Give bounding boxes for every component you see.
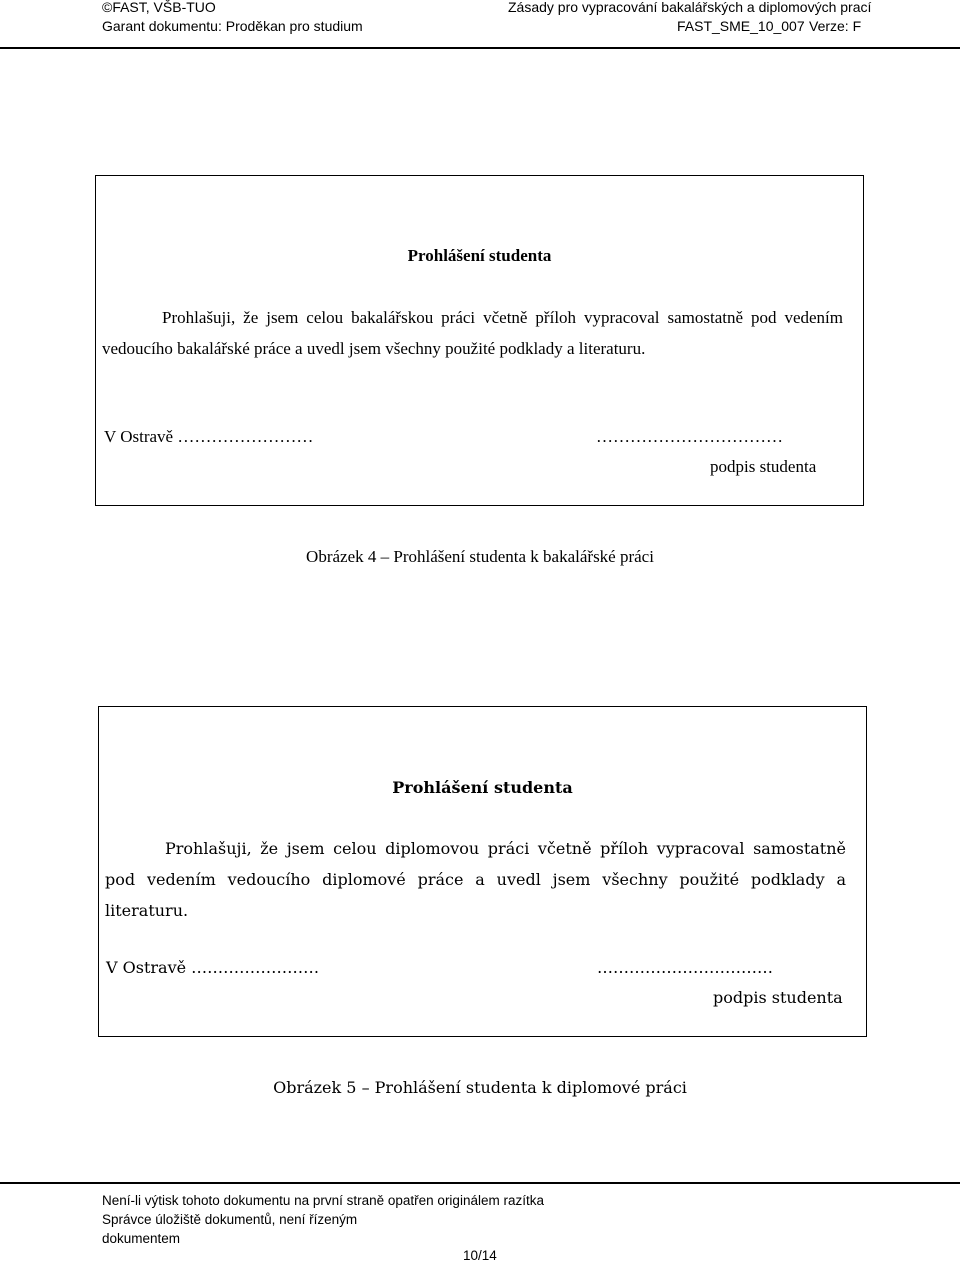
header-document-code: FAST_SME_10_007 bbox=[677, 18, 805, 34]
place-and-date-line: V Ostravě …………………… bbox=[104, 427, 314, 446]
declaration-title: Prohlášení studenta bbox=[407, 246, 552, 265]
figure-caption-5: Obrázek 5 – Prohlášení studenta k diplomové práci bbox=[273, 1078, 687, 1097]
header-rule bbox=[0, 47, 960, 49]
header-document-version: Verze: F bbox=[809, 18, 862, 34]
declaration-text: Prohlašuji, že jsem celou diplomovou práci včetně příloh vypracoval samostatně pod vedením vedoucího diplomové práce a uvedl jsem všechny použité podklady a literaturu. bbox=[105, 839, 846, 920]
footer-validity-note: Není-li výtisk tohoto dokumentu na první straně opatřen originálem razítka bbox=[102, 1193, 544, 1208]
declaration-paragraph bbox=[102, 302, 843, 364]
footer-storage-note: Správce úložiště dokumentů, není řízeným bbox=[102, 1212, 358, 1227]
page-number: 10/14 bbox=[463, 1248, 497, 1263]
header-copyright: ©FAST, VŠB-TUO bbox=[102, 0, 216, 15]
declaration-paragraph bbox=[105, 833, 846, 926]
header-document-guarantor: Garant dokumentu: Proděkan pro studium bbox=[102, 18, 363, 34]
header-document-title: Zásady pro vypracování bakalářských a diplomových prací bbox=[508, 0, 872, 15]
footer-rule bbox=[0, 1182, 960, 1184]
declaration-text: Prohlašuji, že jsem celou bakalářskou práci včetně příloh vypracoval samostatně pod vedením vedoucího bakalářské práce a uvedl jsem všechny použité podklady a literaturu. bbox=[102, 308, 843, 358]
signature-line: …………………………… bbox=[596, 427, 783, 446]
signature-label: podpis studenta bbox=[713, 988, 843, 1007]
place-and-date-line: V Ostravě …………………… bbox=[106, 958, 320, 977]
declaration-title: Prohlášení studenta bbox=[392, 778, 573, 797]
declaration-box-bachelor bbox=[95, 175, 864, 506]
signature-label: podpis studenta bbox=[710, 457, 817, 476]
signature-line: …………………………… bbox=[597, 958, 773, 977]
figure-caption-4: Obrázek 4 – Prohlášení studenta k bakalářské práci bbox=[306, 547, 654, 566]
footer-storage-note-continued: dokumentem bbox=[102, 1231, 181, 1246]
declaration-box-master bbox=[98, 706, 867, 1037]
